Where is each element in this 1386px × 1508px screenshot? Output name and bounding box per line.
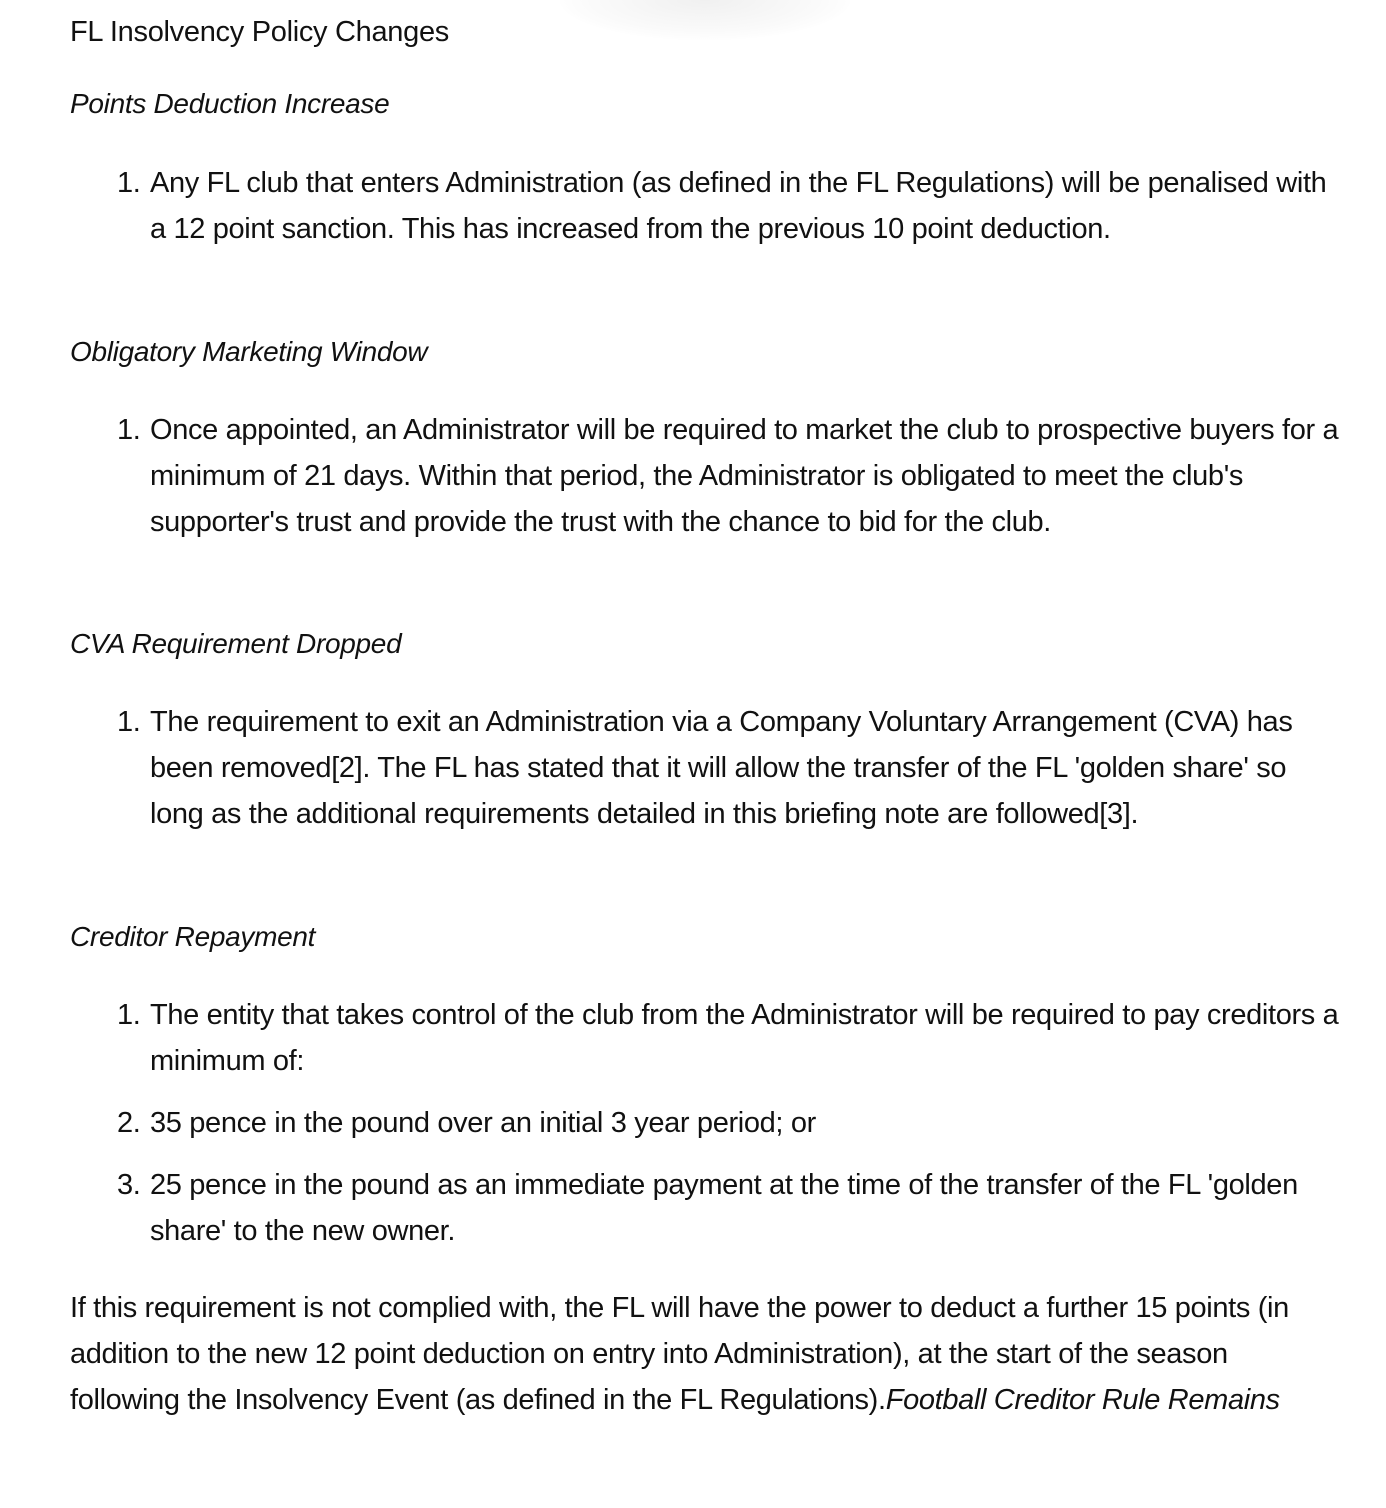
list-item xyxy=(70,1100,1340,1146)
list-number: 1. xyxy=(117,999,141,1031)
section-heading-marketing-window: Obligatory Marketing Window xyxy=(70,336,428,367)
marketing-window-list xyxy=(70,407,1340,545)
section-heading-creditor-repayment: Creditor Repayment xyxy=(70,921,316,952)
closing-paragraph-text: If this requirement is not complied with, the FL will have the power to deduct a further 15 points (in addition to the new 12 point deduction on entry into Administration), at the start of the season following the Insolvency Event (as defined in the FL Regulations). xyxy=(70,1292,1289,1416)
list-number: 1. xyxy=(117,414,141,446)
list-item xyxy=(70,160,1340,252)
section-heading-football-creditor-rule: Football Creditor Rule Remains xyxy=(885,1384,1280,1416)
list-item-text: Once appointed, an Administrator will be required to market the club to prospective buyers for a minimum of 21 days. Within that period, the Administrator is obligated to meet the club's supporter's trust and provide the trust with the chance to bid for the club. xyxy=(150,414,1339,538)
list-item-text: The requirement to exit an Administration via a Company Voluntary Arrangement (CVA) has been removed[2]. The FL has stated that it will allow the transfer of the FL 'golden share' so long as the additional requirements detailed in this briefing note are followed[3]. xyxy=(150,706,1293,830)
list-item xyxy=(70,992,1340,1084)
list-item-text: 25 pence in the pound as an immediate payment at the time of the transfer of the FL 'golden share' to the new owner. xyxy=(150,1169,1298,1247)
closing-paragraph xyxy=(70,1285,1345,1423)
top-shadow-decoration xyxy=(560,0,850,40)
list-item-text: 35 pence in the pound over an initial 3 year period; or xyxy=(150,1107,816,1139)
list-number: 1. xyxy=(117,706,141,738)
list-item-text: Any FL club that enters Administration (as defined in the FL Regulations) will be penalised with a 12 point sanction. This has increased from the previous 10 point deduction. xyxy=(150,167,1327,245)
section-heading-points-deduction: Points Deduction Increase xyxy=(70,88,390,119)
document-title: FL Insolvency Policy Changes xyxy=(70,16,449,48)
list-item xyxy=(70,1162,1340,1254)
list-item xyxy=(70,407,1340,545)
list-number: 2. xyxy=(117,1107,141,1139)
list-item-text: The entity that takes control of the club from the Administrator will be required to pay creditors a minimum of: xyxy=(150,999,1339,1077)
list-number: 1. xyxy=(117,167,141,199)
list-item xyxy=(70,699,1340,837)
list-number: 3. xyxy=(117,1169,141,1201)
points-deduction-list xyxy=(70,160,1340,252)
cva-requirement-list xyxy=(70,699,1340,837)
section-heading-cva-requirement: CVA Requirement Dropped xyxy=(70,628,402,659)
creditor-repayment-list xyxy=(70,992,1340,1254)
